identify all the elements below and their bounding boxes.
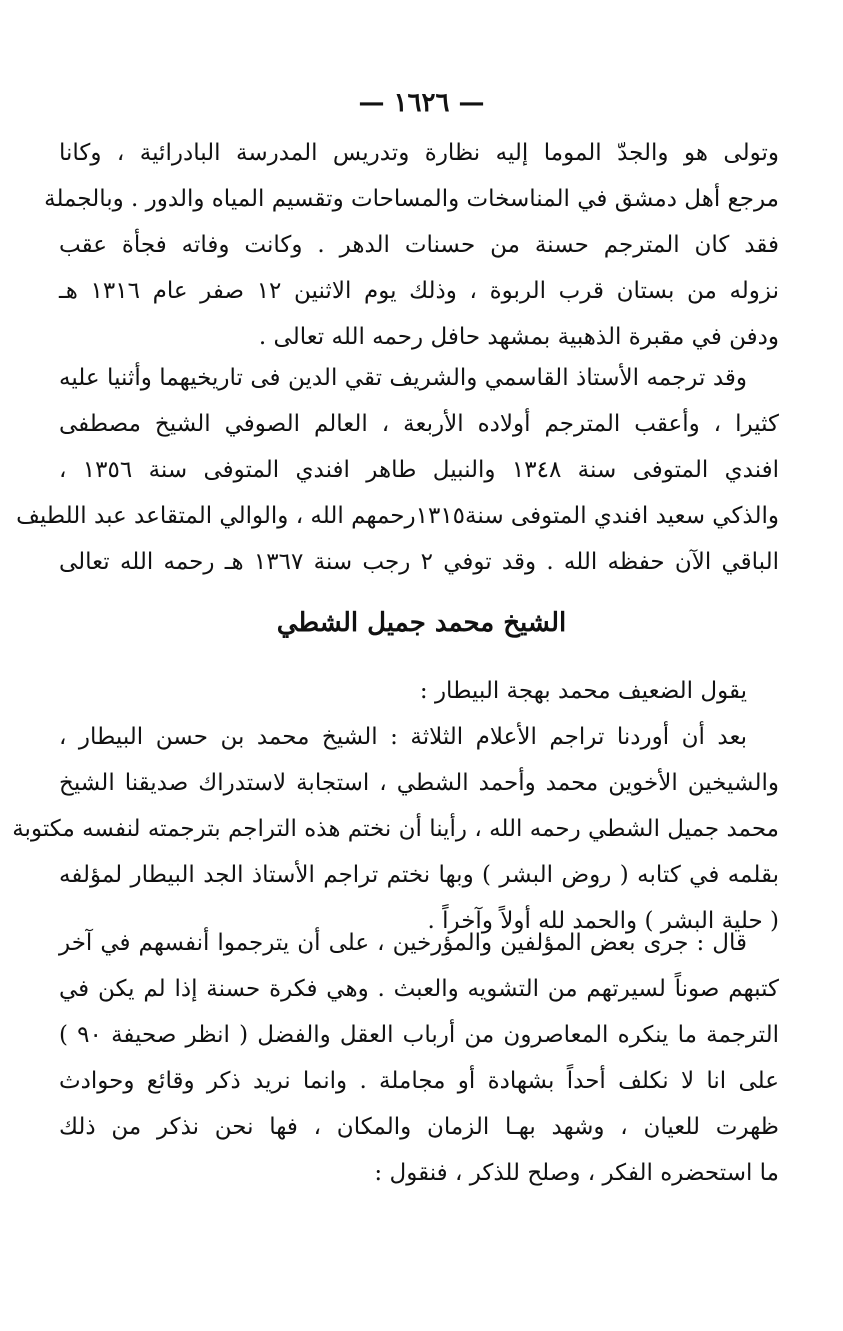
section-title: الشيخ محمد جميل الشطي bbox=[276, 608, 567, 638]
text-line: ظهرت للعيان ، وشهد بهـا الزمان والمكان ، فها نحن نذكر من ذلك bbox=[59, 1114, 779, 1140]
text-line: نزوله من بستان قرب الربوة ، وذلك يوم الاثنين ١٢ صفر عام ١٣١٦ هـ bbox=[59, 278, 780, 304]
paragraph-1 bbox=[44, 130, 780, 360]
text-line: والذكي سعيد افندي المتوفى سنة١٣١٥رحمهم الله ، والوالي المتقاعد عبد اللطيف bbox=[16, 503, 779, 529]
text-line: يقول الضعيف محمد بهجة البيطار : bbox=[419, 678, 747, 704]
text-line: وتولى هو والجدّ الموما إليه نظارة وتدريس المدرسة البادرائية ، وكانا bbox=[59, 140, 779, 166]
text-line: الباقي الآن حفظه الله . وقد توفي ٢ رجب سنة ١٣٦٧ هـ رحمه الله تعالى bbox=[59, 549, 780, 575]
text-line: مرجع أهل دمشق في المناسخات والمساحات وتقسيم المياه والدور . وبالجملة bbox=[44, 186, 779, 212]
page-number: — ١٦٢٦ — bbox=[358, 88, 485, 118]
paragraph-3 bbox=[12, 668, 779, 944]
text-line: على انا لا نكلف أحداً بشهادة أو مجاملة . وانما نريد ذكر وقائع وحوادث bbox=[59, 1068, 779, 1094]
text-line: كثيرا ، وأعقب المترجم أولاده الأربعة ، العالم الصوفي الشيخ مصطفى bbox=[59, 411, 779, 437]
text-line: فقد كان المترجم حسنة من حسنات الدهر . وكانت وفاته فجأة عقب bbox=[59, 232, 779, 258]
text-line: قال : جرى بعض المؤلفين والمؤرخين ، على أن يترجموا أنفسهم في آخر bbox=[59, 930, 747, 956]
text-line: ( حلية البشر ) والحمد لله أولاً وآخراً . bbox=[427, 908, 779, 934]
text-line: ودفن في مقبرة الذهبية بمشهد حافل رحمه الله تعالى . bbox=[258, 324, 779, 350]
text-line: بعد أن أوردنا تراجم الأعلام الثلاثة : الشيخ محمد بن حسن البيطار ، bbox=[59, 724, 747, 750]
paragraph-4 bbox=[59, 920, 779, 1196]
text-line: كتبهم صوناً لسيرتهم من التشويه والعبث . وهي فكرة حسنة إذا لم يكن في bbox=[59, 976, 779, 1002]
text-line: ما استحضره الفكر ، وصلح للذكر ، فنقول : bbox=[374, 1160, 779, 1186]
text-line: والشيخين الأخوين محمد وأحمد الشطي ، استجابة لاستدراك صديقنا الشيخ bbox=[59, 770, 779, 796]
paragraph-2 bbox=[16, 355, 780, 585]
text-line: محمد جميل الشطي رحمه الله ، رأينا أن نختم هذه التراجم بترجمته لنفسه مكتوبة bbox=[12, 816, 779, 842]
text-line: الترجمة ما ينكره المعاصرون من أرباب العقل والفضل ( انظر صحيفة ٩٠ ) bbox=[59, 1022, 779, 1048]
text-line: بقلمه في كتابه ( روض البشر ) وبها نختم تراجم الأستاذ الجد البيطار لمؤلفه bbox=[59, 862, 779, 888]
text-line: افندي المتوفى سنة ١٣٤٨ والنبيل طاهر افندي المتوفى سنة ١٣٥٦ ، bbox=[59, 457, 780, 483]
text-line: وقد ترجمه الأستاذ القاسمي والشريف تقي الدين فى تاريخيهما وأثنيا عليه bbox=[59, 365, 747, 391]
